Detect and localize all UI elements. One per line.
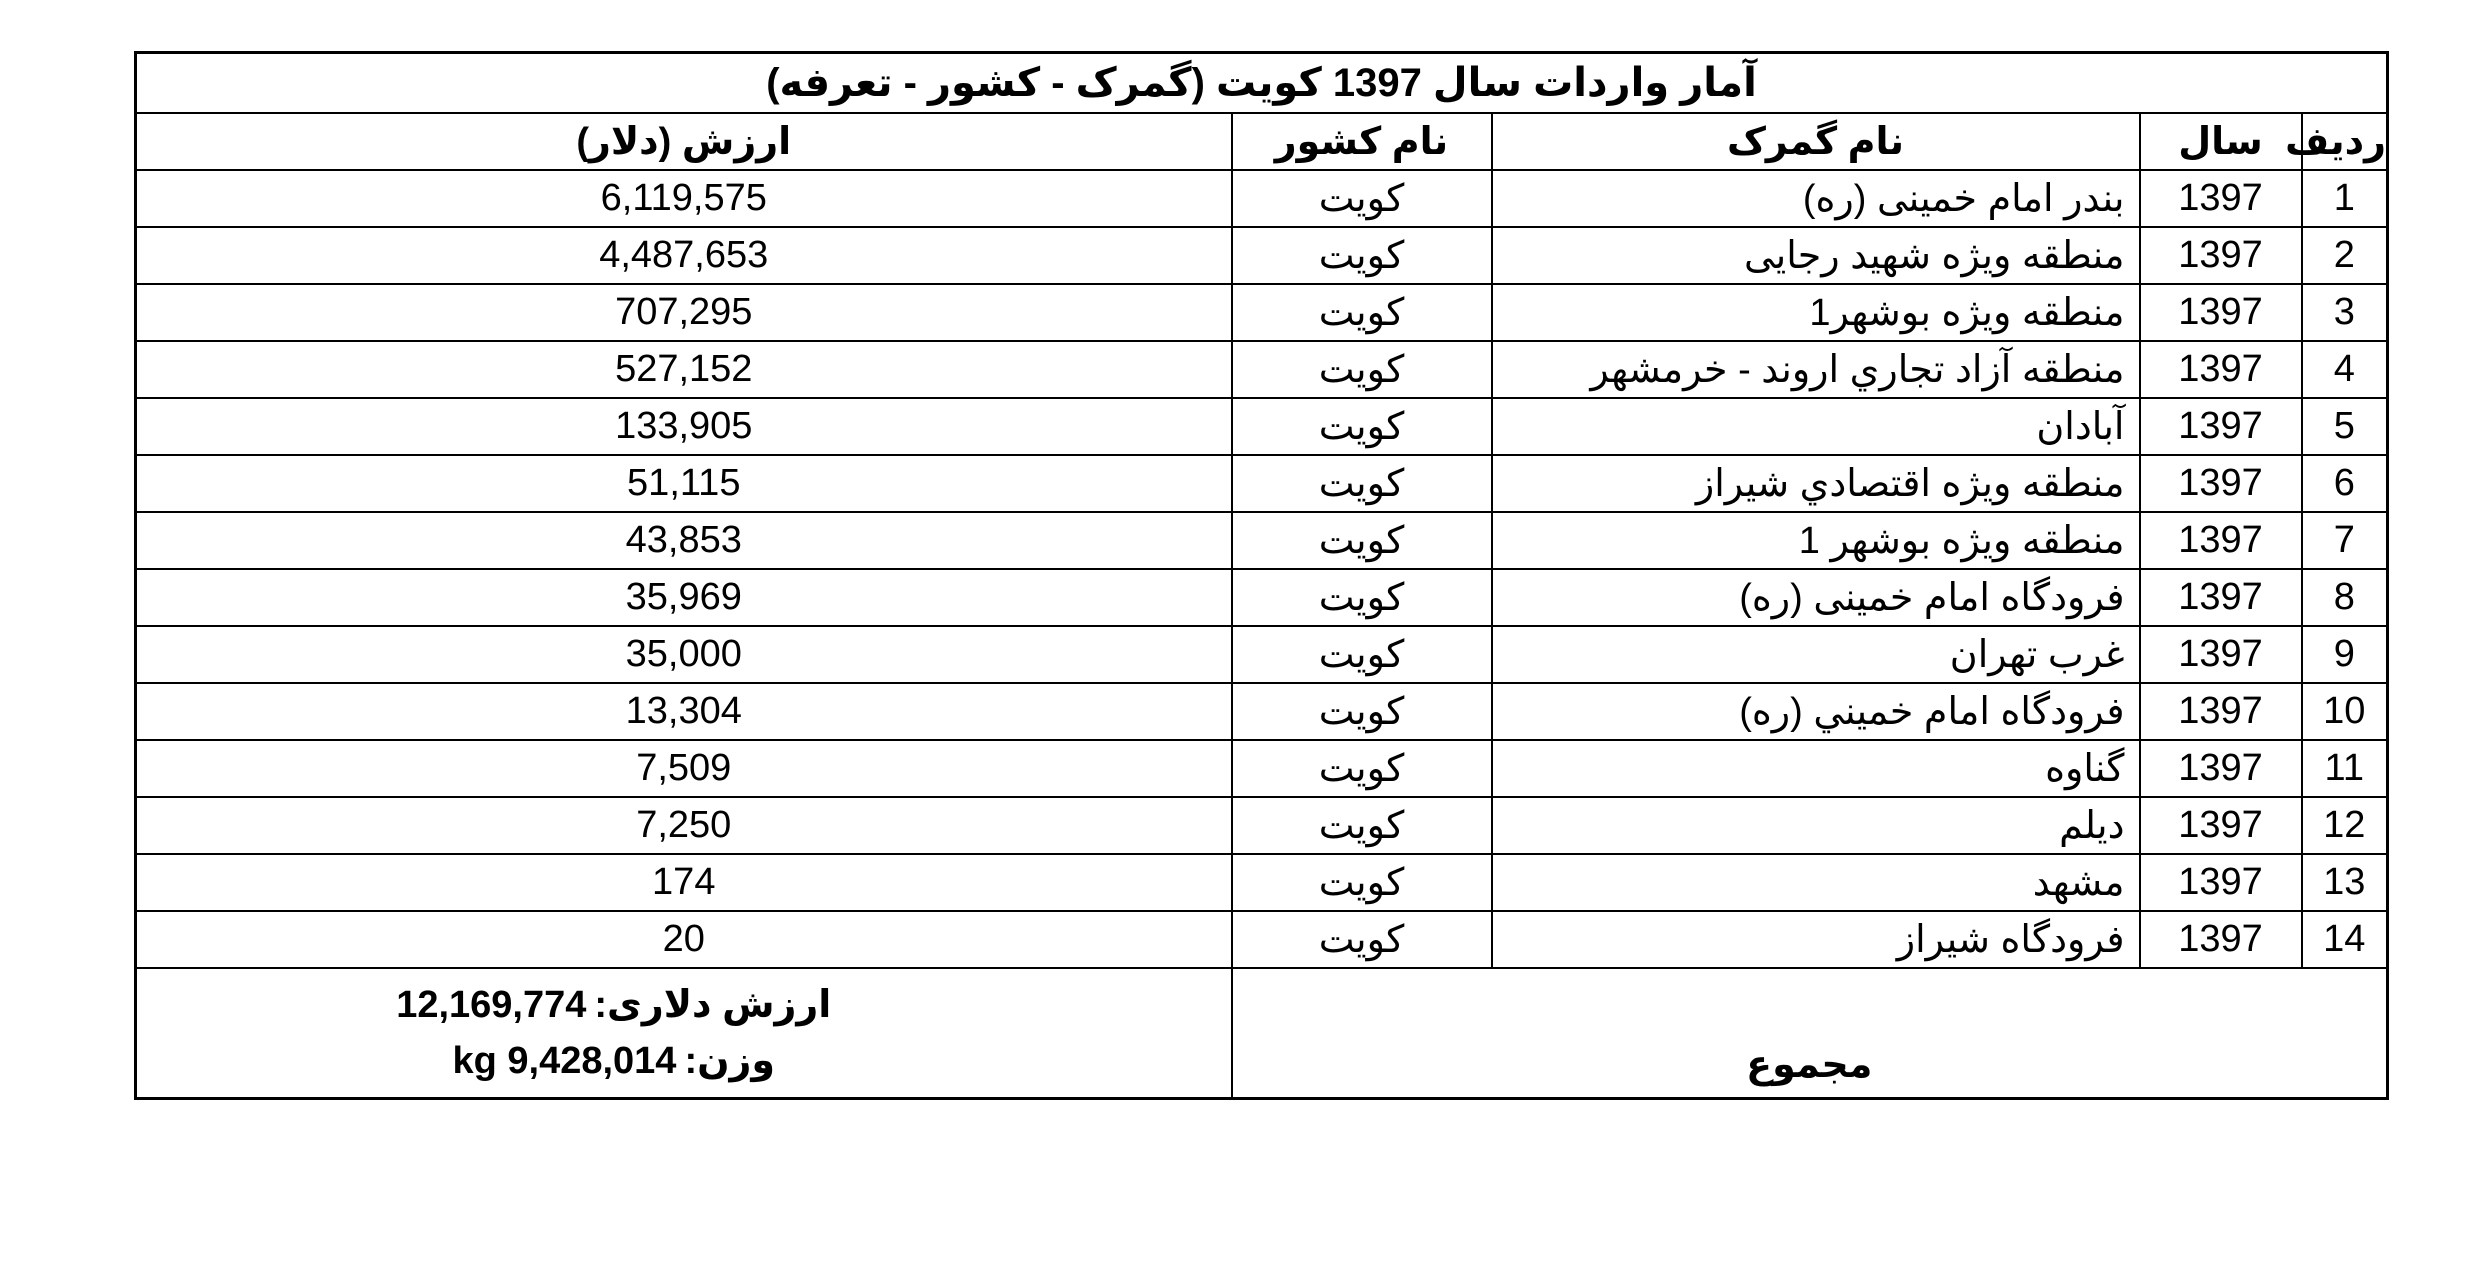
table-row <box>136 227 2388 284</box>
table-title: آمار واردات سال 1397 کویت (گمرک - کشور - تعرفه) <box>136 53 2388 114</box>
cell-row-number: 4 <box>2302 341 2388 398</box>
cell-row-number: 6 <box>2302 455 2388 512</box>
total-label: مجموع <box>1232 968 2388 1099</box>
cell-country: کویت <box>1232 455 1492 512</box>
cell-row-number: 11 <box>2302 740 2388 797</box>
cell-row-number: 5 <box>2302 398 2388 455</box>
total-weight-line <box>137 1033 1231 1089</box>
cell-value: 35,000 <box>136 626 1232 683</box>
cell-country: کویت <box>1232 854 1492 911</box>
cell-customs: غرب تهران <box>1492 626 2140 683</box>
cell-value: 7,250 <box>136 797 1232 854</box>
cell-country: کویت <box>1232 797 1492 854</box>
total-weight: kg 9,428,014 <box>452 1040 677 1082</box>
cell-country: کویت <box>1232 740 1492 797</box>
cell-year: 1397 <box>2140 626 2302 683</box>
total-value: 12,169,774 <box>396 984 587 1026</box>
cell-value: 7,509 <box>136 740 1232 797</box>
import-statistics-table <box>134 51 2389 1100</box>
cell-year: 1397 <box>2140 512 2302 569</box>
table-row <box>136 626 2388 683</box>
cell-year: 1397 <box>2140 683 2302 740</box>
cell-year: 1397 <box>2140 398 2302 455</box>
cell-value: 4,487,653 <box>136 227 1232 284</box>
table-row <box>136 512 2388 569</box>
cell-country: کویت <box>1232 170 1492 227</box>
total-value-label: ارزش دلاری: <box>594 984 832 1026</box>
cell-customs: منطقه ویژه اقتصادي شیراز <box>1492 455 2140 512</box>
cell-row-number: 14 <box>2302 911 2388 968</box>
cell-value: 6,119,575 <box>136 170 1232 227</box>
cell-customs: فرودگاه امام خمینی (ره) <box>1492 569 2140 626</box>
cell-year: 1397 <box>2140 170 2302 227</box>
table-row <box>136 398 2388 455</box>
cell-value: 13,304 <box>136 683 1232 740</box>
cell-customs: مشهد <box>1492 854 2140 911</box>
total-values-cell <box>136 968 1232 1099</box>
cell-value: 43,853 <box>136 512 1232 569</box>
cell-country: کویت <box>1232 227 1492 284</box>
cell-customs: بندر امام خمینی (ره) <box>1492 170 2140 227</box>
cell-customs: فرودگاه امام خميني (ره) <box>1492 683 2140 740</box>
cell-year: 1397 <box>2140 797 2302 854</box>
cell-customs: منطقه آزاد تجاري اروند - خرمشهر <box>1492 341 2140 398</box>
cell-value: 174 <box>136 854 1232 911</box>
cell-customs: فرودگاه شیراز <box>1492 911 2140 968</box>
cell-row-number: 13 <box>2302 854 2388 911</box>
cell-country: کویت <box>1232 512 1492 569</box>
cell-value: 51,115 <box>136 455 1232 512</box>
cell-row-number: 10 <box>2302 683 2388 740</box>
cell-customs: آبادان <box>1492 398 2140 455</box>
cell-country: کویت <box>1232 911 1492 968</box>
cell-customs: منطقه ویژه بوشهر 1 <box>1492 512 2140 569</box>
total-value-line <box>137 977 1231 1033</box>
cell-year: 1397 <box>2140 569 2302 626</box>
header-year: سال <box>2140 113 2302 170</box>
table-row <box>136 569 2388 626</box>
cell-value: 20 <box>136 911 1232 968</box>
cell-year: 1397 <box>2140 740 2302 797</box>
cell-value: 707,295 <box>136 284 1232 341</box>
cell-country: کویت <box>1232 569 1492 626</box>
cell-year: 1397 <box>2140 854 2302 911</box>
cell-country: کویت <box>1232 398 1492 455</box>
cell-row-number: 8 <box>2302 569 2388 626</box>
table-row <box>136 170 2388 227</box>
header-customs: نام گمرک <box>1492 113 2140 170</box>
cell-country: کویت <box>1232 341 1492 398</box>
cell-row-number: 9 <box>2302 626 2388 683</box>
cell-row-number: 7 <box>2302 512 2388 569</box>
table-row <box>136 683 2388 740</box>
header-value: ارزش (دلار) <box>136 113 1232 170</box>
cell-value: 527,152 <box>136 341 1232 398</box>
cell-year: 1397 <box>2140 455 2302 512</box>
table-row <box>136 854 2388 911</box>
total-weight-label: وزن: <box>684 1040 776 1082</box>
cell-row-number: 2 <box>2302 227 2388 284</box>
table-row <box>136 455 2388 512</box>
table-row <box>136 284 2388 341</box>
cell-customs: گناوه <box>1492 740 2140 797</box>
table-row <box>136 797 2388 854</box>
cell-row-number: 3 <box>2302 284 2388 341</box>
cell-country: کویت <box>1232 284 1492 341</box>
cell-customs: دیلم <box>1492 797 2140 854</box>
cell-year: 1397 <box>2140 911 2302 968</box>
cell-year: 1397 <box>2140 341 2302 398</box>
cell-row-number: 12 <box>2302 797 2388 854</box>
table-row <box>136 740 2388 797</box>
cell-country: کویت <box>1232 683 1492 740</box>
cell-year: 1397 <box>2140 227 2302 284</box>
header-country: نام کشور <box>1232 113 1492 170</box>
cell-row-number: 1 <box>2302 170 2388 227</box>
header-row-number: ردیف <box>2302 113 2388 170</box>
cell-value: 133,905 <box>136 398 1232 455</box>
cell-customs: منطقه ویژه شهید رجایی <box>1492 227 2140 284</box>
cell-year: 1397 <box>2140 284 2302 341</box>
table-row <box>136 911 2388 968</box>
cell-value: 35,969 <box>136 569 1232 626</box>
cell-customs: منطقه ویژه بوشهر1 <box>1492 284 2140 341</box>
cell-country: کویت <box>1232 626 1492 683</box>
table-row <box>136 341 2388 398</box>
